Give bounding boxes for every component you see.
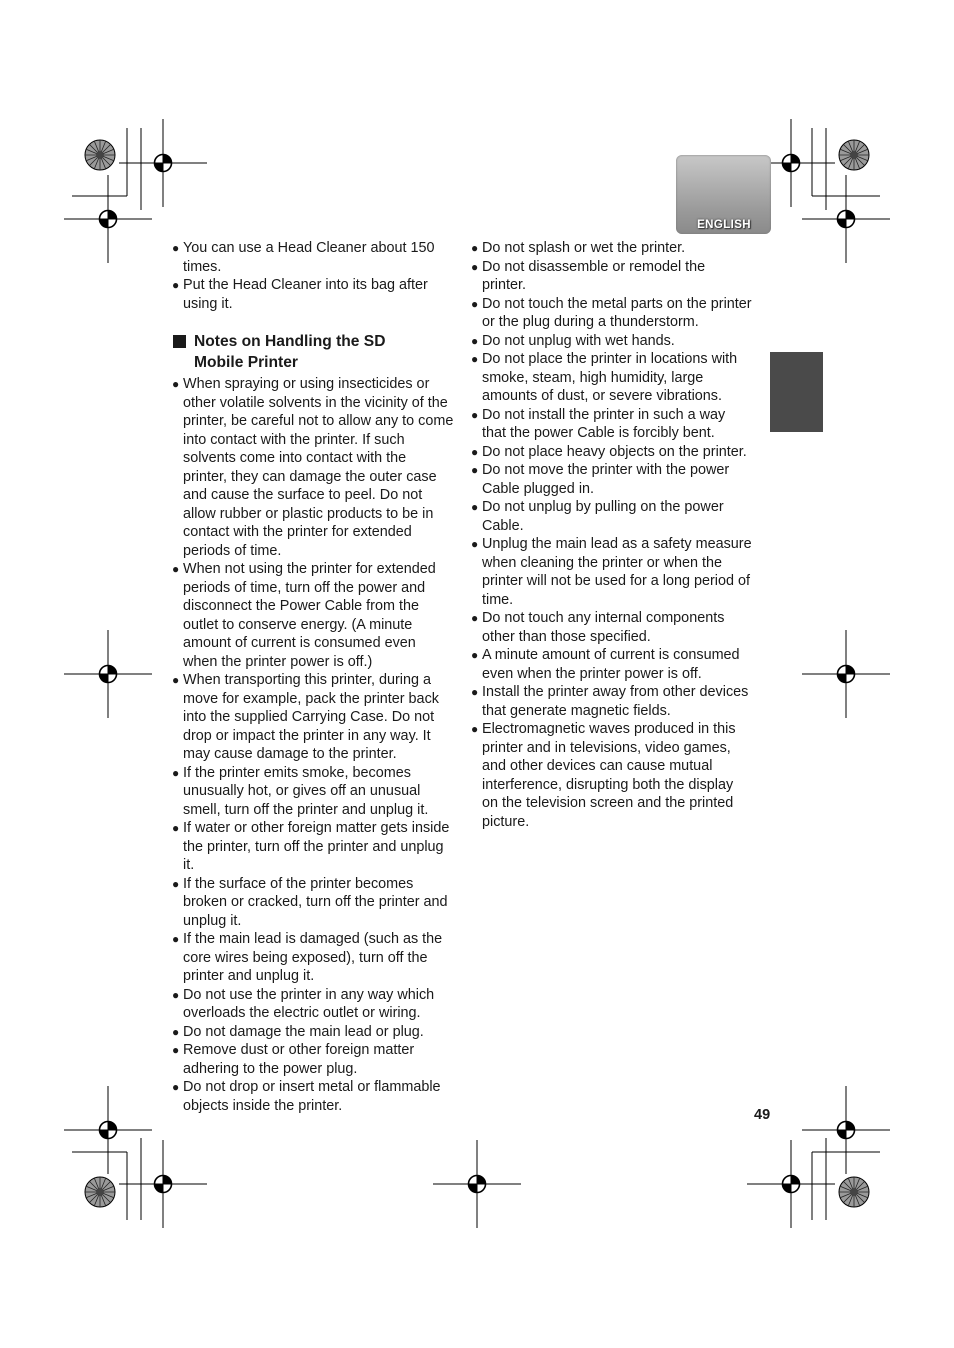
list-item: ● If the main lead is damaged (such as the core wires being exposed), turn off the printer and unplug it. [172, 931, 443, 984]
intro-list [172, 239, 454, 313]
list-item: ● You can use a Head Cleaner about 150 times. [172, 240, 435, 275]
list-item: ● Do not place the printer in locations with smoke, steam, high humidity, large amounts of dust, or severe vibrations. [471, 351, 738, 404]
list-item: ● A minute amount of current is consumed even when the printer power is off. [471, 647, 740, 682]
list-item: ● Remove dust or other foreign matter adhering to the power plug. [172, 1042, 415, 1077]
list-item: ● If the printer emits smoke, becomes unusually hot, or gives off an unusual smell, turn off the printer and unplug it. [172, 764, 429, 818]
list-item: ● Unplug the main lead as a safety measure when cleaning the printer or when the printer will not be used for a long period of time. [471, 536, 752, 608]
list-item: ● Do not touch the metal parts on the printer or the plug during a thunderstorm. [471, 295, 752, 330]
list-item: ● When transporting this printer, during a move for example, pack the printer back into the supplied Carrying Case. Do not drop or impact the printer in any way. It may cause damage to the printer. [172, 672, 439, 762]
heading-line-1: Notes on Handling the SD [194, 333, 386, 350]
language-tab-label: ENGLISH [697, 219, 751, 231]
list-item: ● Do not touch any internal components other than those specified. [471, 610, 725, 645]
list-item: ● Do not install the printer in such a way that the power Cable is forcibly bent. [471, 406, 726, 441]
notes-list-left [172, 375, 454, 1115]
page-number: 49 [754, 1107, 771, 1123]
list-item: ● Do not use the printer in any way which overloads the electric outlet or wiring. [172, 986, 435, 1021]
list-item: ● Put the Head Cleaner into its bag after using it. [172, 277, 428, 312]
right-column [471, 239, 753, 831]
notes-list-right [471, 239, 753, 831]
list-item: ● When not using the printer for extended periods of time, turn off the power and disconnect the Power Cable from the outlet to conserve energy. (A minute amount of current is consumed even when the printer power is off.) [172, 561, 436, 670]
list-item: ● Do not damage the main lead or plug. [172, 1023, 424, 1040]
list-item: ● When spraying or using insecticides or other volatile solvents in the vicinity of the printer, be careful not to allow any to come into contact with the printer. If such solvents come into contact with the printer, they can damage the outer case and cause the surface to peel. Do not allow rubber or plastic products to be in contact with the printer for extended periods of time. [172, 376, 454, 559]
list-item: ● If the surface of the printer becomes broken or cracked, turn off the printer and unplug it. [172, 875, 448, 929]
list-item: ● Do not drop or insert metal or flammable objects inside the printer. [172, 1079, 441, 1114]
list-item: ● Do not unplug by pulling on the power Cable. [471, 499, 724, 534]
list-item: ● If water or other foreign matter gets inside the printer, turn off the printer and unplug it. [172, 820, 450, 873]
list-item: ● Do not move the printer with the power Cable plugged in. [471, 462, 730, 497]
list-item: ● Install the printer away from other devices that generate magnetic fields. [471, 684, 749, 719]
list-item: ● Do not splash or wet the printer. [471, 240, 686, 256]
list-item: ● Electromagnetic waves produced in this printer and in televisions, video games, and other devices can cause mutual interference, disrupting both the display on the television screen and the printed picture. [471, 721, 736, 830]
left-column [172, 239, 454, 1115]
section-heading [172, 331, 454, 373]
list-item: ● Do not unplug with wet hands. [471, 332, 675, 349]
list-item: ● Do not disassemble or remodel the printer. [471, 258, 706, 293]
list-item: ● Do not place heavy objects on the printer. [471, 443, 747, 460]
language-tab [676, 155, 771, 234]
heading-line-2: Mobile Printer [194, 354, 298, 371]
heading-square-icon [173, 335, 186, 348]
section-side-tab [770, 352, 823, 432]
